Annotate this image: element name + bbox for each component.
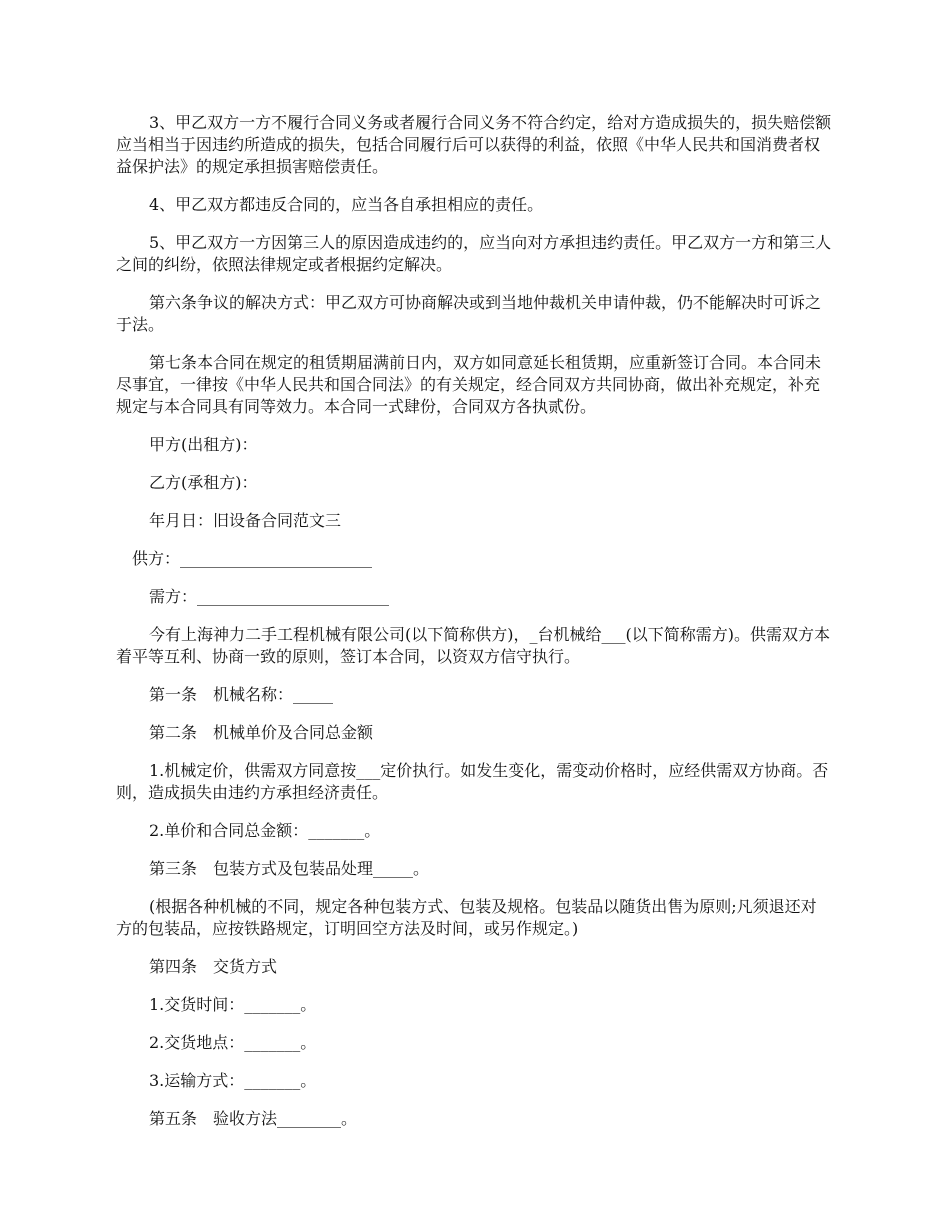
supplier-line: 供方：________________________ xyxy=(132,549,373,568)
article-2-pricing-terms: 1.机械定价，供需双方同意按___定价执行。如发生变化，需变动价格时，应经供需双方协商。否则，造成损失由违约方承担经济责任。 xyxy=(116,761,829,802)
article-3-packaging-note: (根据各种机械的不同，规定各种包装方式、包装及规格。包装品以随货出售为原则;凡须退还对方的包装品，应按铁路规定，订明回空方法及时间，或另作规定。) xyxy=(116,897,817,938)
party-a-lessor: 甲方(出租方)： xyxy=(149,435,258,454)
article-2-price-heading: 第二条 机械单价及合同总金额 xyxy=(149,723,374,742)
article-7-lease-extension: 第七条本合同在规定的租赁期届满前日内，双方如同意延长租赁期，应重新签订合同。本合同未尽事宜，一律按《中华人民共和国合同法》的有关规定，经合同双方共同协商，做出补充规定，补充规定与本合同具有同等效力。本合同一式肆份，合同双方各执贰份。 xyxy=(116,353,822,416)
contract-preamble: 今有上海神力二手工程机械有限公司(以下简称供方)，_台机械给___(以下简称需方)。供需双方本着平等互利、协商一致的原则，签订本合同，以资双方信守执行。 xyxy=(116,625,830,666)
article-5-inspection: 第五条 验收方法________。 xyxy=(149,1109,358,1128)
clause-mutual-breach: 4、甲乙双方都违反合同的，应当各自承担相应的责任。 xyxy=(149,195,544,214)
article-4-delivery-place: 2.交货地点：_______。 xyxy=(149,1033,317,1052)
article-4-transport-method: 3.运输方式：_______。 xyxy=(149,1071,317,1090)
article-1-machine-name: 第一条 机械名称：_____ xyxy=(149,685,334,704)
clause-breach-damages: 3、甲乙双方一方不履行合同义务或者履行合同义务不符合约定，给对方造成损失的，损失赔偿额应当相当于因违约所造成的损失，包括合同履行后可以获得的利益，依照《中华人民共和国消费者权益保护法》的规定承担损害赔偿责任。 xyxy=(116,113,832,176)
party-b-lessee: 乙方(承租方)： xyxy=(149,473,258,492)
article-6-dispute-resolution: 第六条争议的解决方式：甲乙双方可协商解决或到当地仲裁机关申请仲裁，仍不能解决时可诉之于法。 xyxy=(116,293,822,334)
article-2-total-amount: 2.单价和合同总金额：_______。 xyxy=(149,821,381,840)
article-4-delivery-time: 1.交货时间：_______。 xyxy=(149,995,317,1014)
buyer-line: 需方：________________________ xyxy=(149,587,390,606)
date-and-sample-title: 年月日：旧设备合同范文三 xyxy=(149,511,342,530)
article-4-delivery-heading: 第四条 交货方式 xyxy=(149,957,278,976)
clause-third-party-breach: 5、甲乙双方一方因第三人的原因造成违约的，应当向对方承担违约责任。甲乙双方一方和第三人之间的纠纷，依照法律规定或者根据约定解决。 xyxy=(116,233,832,274)
article-3-packaging: 第三条 包装方式及包装品处理_____。 xyxy=(149,859,430,878)
